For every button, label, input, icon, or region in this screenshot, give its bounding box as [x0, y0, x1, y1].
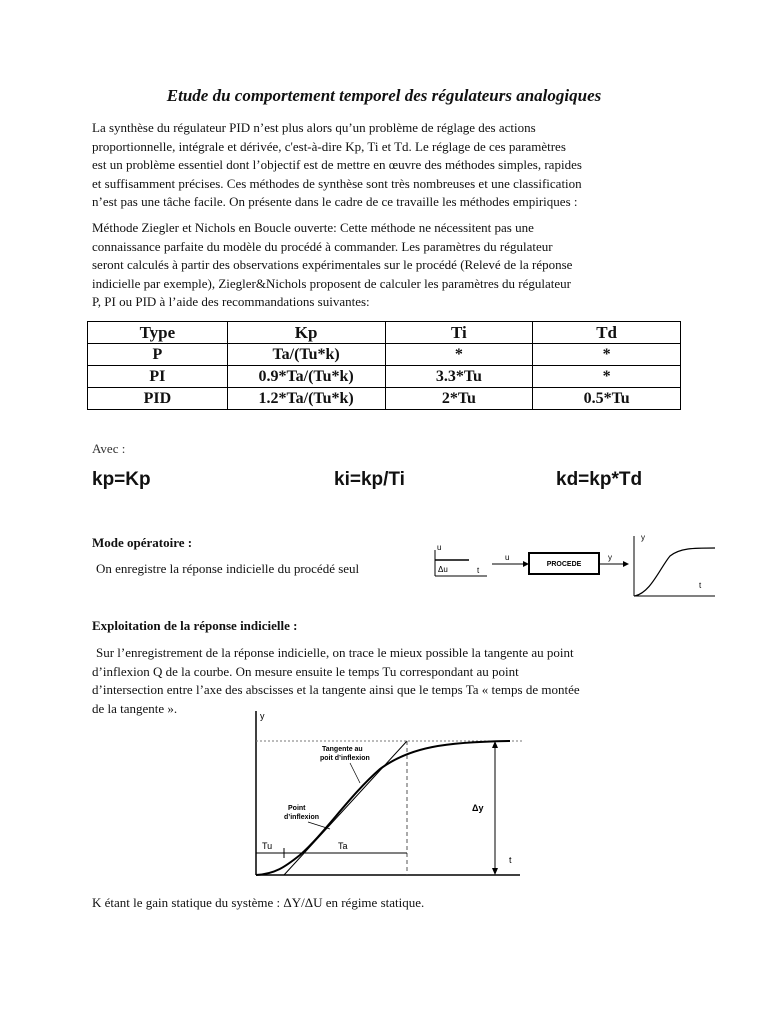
procede-diagram — [425, 528, 725, 600]
table-header-row — [88, 322, 681, 344]
method-line: P, PI ou PID à l’aide des recommandations suivantes: — [92, 294, 370, 310]
exploitation-line: d’inflexion Q de la courbe. On mesure ensuite le temps Tu correspondant au point — [92, 663, 519, 679]
method-line: seront calculés à partir des observations expérimentales sur le procédé (Relevé de la réponse — [92, 257, 573, 273]
intro-line: et suffisamment précises. Ces méthodes de synthèse sont très nombreuses et une classification — [92, 175, 582, 191]
table-cell: * — [533, 366, 681, 388]
header-cell: Td — [533, 322, 681, 344]
table-cell: * — [533, 344, 681, 366]
exploitation-line: de la tangente ». — [92, 700, 178, 716]
formula-kp: kp=Kp — [92, 469, 151, 490]
exploitation-line: Sur l’enregistrement de la réponse indicielle, on trace le mieux possible la tangente au point — [96, 645, 574, 660]
input-time-label: t — [477, 566, 480, 575]
mode-text: On enregistre la réponse indicielle du procédé seul — [96, 561, 360, 576]
ziegler-nichols-table — [87, 321, 681, 410]
static-gain-caption: K étant le gain statique du système : ΔY/ΔU en régime statique. — [92, 895, 425, 910]
header-cell: Ti — [385, 322, 533, 344]
mode-heading: Mode opératoire : — [92, 535, 193, 550]
formula-kd: kd=kp*Td — [556, 469, 643, 490]
method-line: Méthode Ziegler et Nichols en Boucle ouverte: Cette méthode ne nécessitent pas une — [92, 220, 534, 235]
graph-y-label: y — [260, 711, 265, 721]
block-output-label: y — [608, 553, 612, 562]
exploitation-line: d’intersection entre l’axe des abscisses et la tangente ainsi que le temps Ta « temps de montée — [92, 682, 580, 698]
method-paragraph — [92, 219, 682, 312]
intro-line: n’est pas une tâche facile. On présente dans le cadre de ce travaille les méthodes empiriques : — [92, 194, 578, 210]
page-title: Etude du comportement temporel des régulateurs analogiques — [166, 86, 602, 105]
table-cell: 0.9*Ta/(Tu*k) — [227, 366, 385, 388]
exploitation-heading: Exploitation de la réponse indicielle : — [92, 618, 298, 633]
block-input-label: u — [505, 553, 510, 562]
table-cell: Ta/(Tu*k) — [227, 344, 385, 366]
inflection-label-2: d’inflexion — [284, 814, 319, 821]
delta-y-label: Δy — [472, 803, 484, 813]
formula-ki: ki=kp/Ti — [334, 469, 405, 490]
step-response-graph — [240, 703, 525, 883]
procede-label: PROCEDE — [546, 561, 582, 568]
table-cell: 0.5*Tu — [533, 388, 681, 410]
tangent-pointer — [350, 763, 360, 783]
output-response-curve — [634, 548, 715, 596]
intro-line: est un problème essentiel dont l’objectif est de mettre en œuvre des méthodes simples, rapides — [92, 157, 582, 173]
graph-x-label: t — [509, 855, 512, 865]
intro-paragraph — [92, 119, 682, 212]
ta-label: Ta — [338, 841, 348, 851]
intro-line: proportionnelle, intégrale et dérivée, c'est-à-dire Kp, Ti et Td. Le réglage de ces paramètres — [92, 138, 566, 154]
table-cell: PI — [88, 366, 228, 388]
tangent-label: Tangente au — [322, 746, 363, 753]
table-row — [88, 388, 681, 410]
method-line: connaissance parfaite du modèle du procédé à commander. Les paramètres du régulateur — [92, 238, 553, 254]
delta-u-label: Δu — [438, 565, 448, 574]
output-time-label: t — [699, 581, 702, 590]
table-row — [88, 344, 681, 366]
method-line: indicielle par exemple), Ziegler&Nichols proposent de calculer les paramètres du régulateur — [92, 275, 571, 291]
table-cell: PID — [88, 388, 228, 410]
header-cell: Kp — [227, 322, 385, 344]
table-cell: 2*Tu — [385, 388, 533, 410]
table-cell: P — [88, 344, 228, 366]
avec-label: Avec : — [92, 441, 126, 456]
output-axis-label: y — [641, 533, 645, 542]
block-output-arrowhead — [623, 561, 629, 567]
input-axis-label: u — [437, 543, 442, 552]
tangent-label-2: poit d’inflexion — [320, 755, 370, 762]
table-row — [88, 366, 681, 388]
table-cell: 1.2*Ta/(Tu*k) — [227, 388, 385, 410]
intro-line: La synthèse du régulateur PID n’est plus alors qu’un problème de réglage des actions — [92, 120, 536, 135]
delta-y-arrowhead-bottom — [492, 868, 498, 875]
inflection-label: Point — [288, 805, 306, 812]
tu-label: Tu — [262, 841, 273, 851]
header-cell: Type — [88, 322, 228, 344]
table-cell: * — [385, 344, 533, 366]
table-cell: 3.3*Tu — [385, 366, 533, 388]
